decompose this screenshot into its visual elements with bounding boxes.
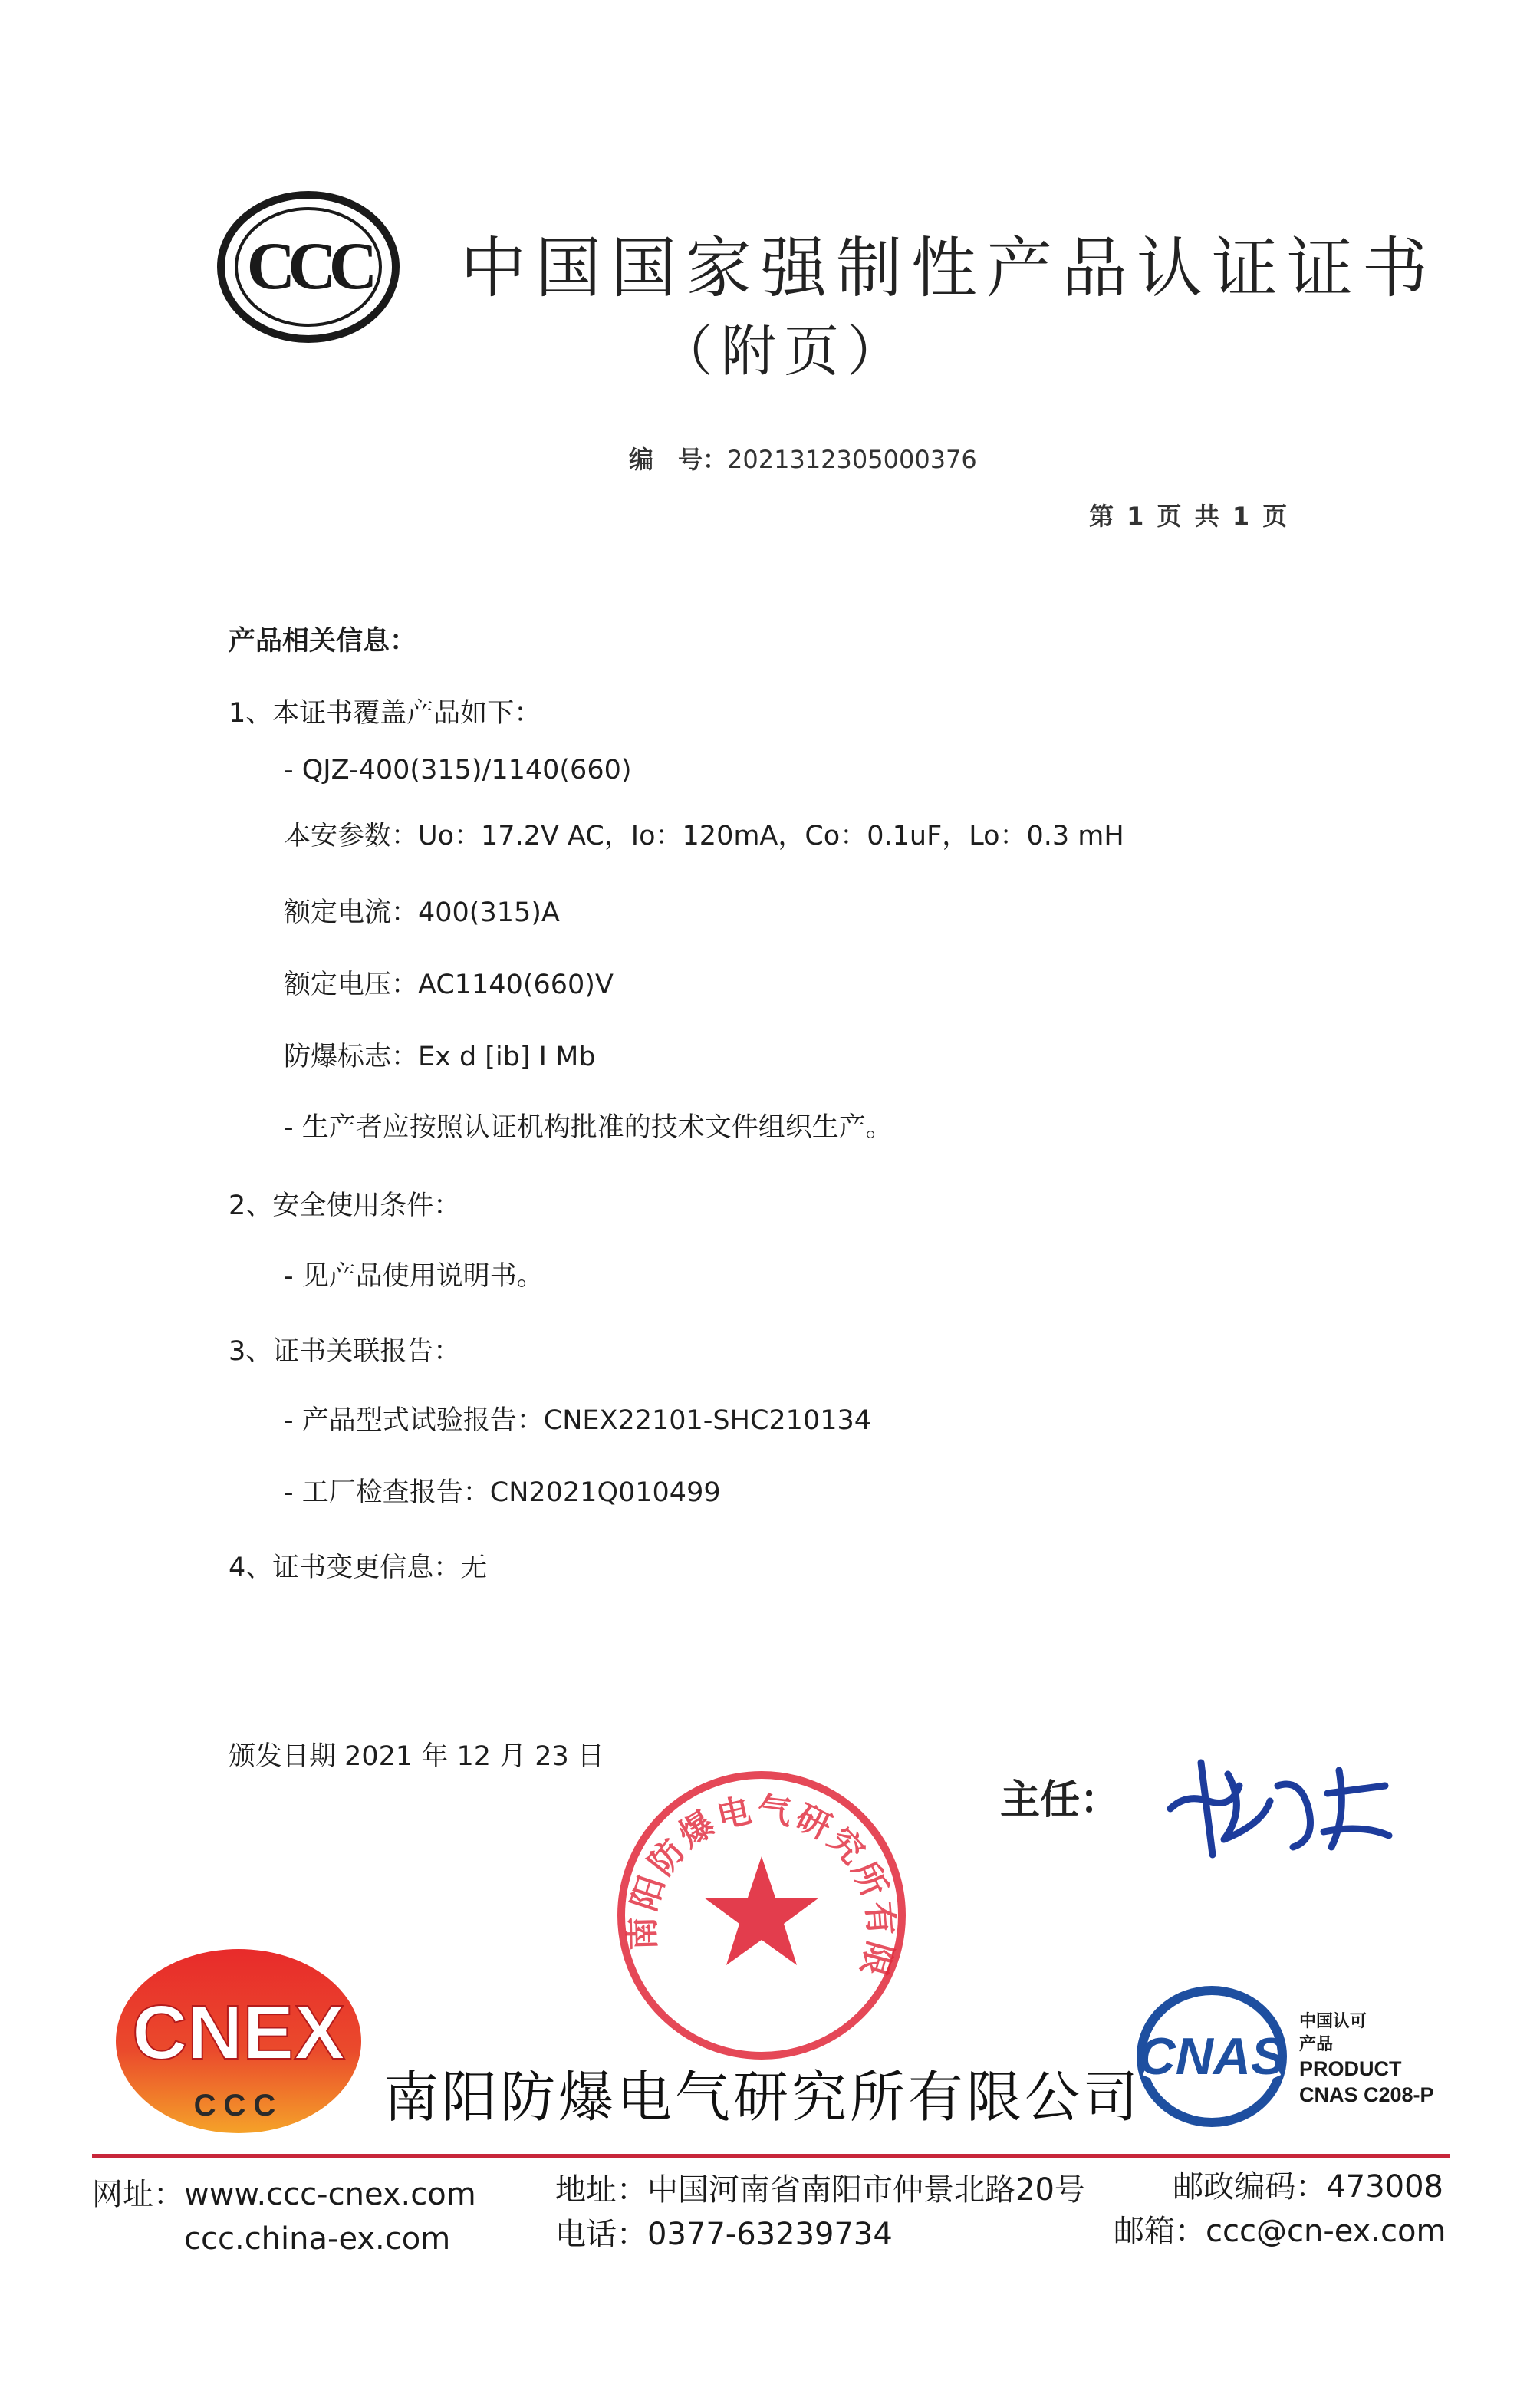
- ccc-logo-text: CCC: [246, 229, 370, 304]
- seal-text: 南阳防爆电气研究所有限: [623, 1790, 901, 1984]
- cnas-line1: 中国认可: [1299, 2011, 1367, 2030]
- email-label: 邮箱：: [1114, 2214, 1206, 2249]
- cnas-line2: 产品: [1299, 2034, 1334, 2053]
- postcode-label: 邮政编码：: [1173, 2169, 1327, 2205]
- cert-no-label: 编 号：: [629, 445, 728, 474]
- item4-heading: 4、证书变更信息：无: [229, 1553, 488, 1583]
- cert-no-value: 2021312305000376: [727, 445, 977, 474]
- cnex-sub-text: CCC: [193, 2089, 284, 2122]
- cnas-details: [1299, 2010, 1434, 2108]
- footer-contact: [1114, 2165, 1446, 2254]
- rated-current: 额定电流：400(315)A: [284, 897, 560, 928]
- certificate-number: [629, 440, 977, 476]
- cnas-logo: [1135, 1984, 1288, 2129]
- company-name: 南阳防爆电气研究所有限公司: [383, 2065, 1142, 2129]
- page-title: 中国国家强制性产品认证证书: [460, 230, 1437, 307]
- address-label: 地址：: [555, 2172, 647, 2208]
- item2-heading: 2、安全使用条件：: [229, 1190, 461, 1221]
- section-title: 产品相关信息：: [229, 626, 417, 657]
- factory-inspection-report: - 工厂检查报告：CN2021Q010499: [284, 1477, 721, 1508]
- product-model: - QJZ-400(315)/1140(660): [284, 755, 632, 785]
- address-value: 中国河南省南阳市仲景北路20号: [647, 2172, 1085, 2208]
- footer-divider: [92, 2154, 1450, 2158]
- production-note: - 生产者应按照认证机构批准的技术文件组织生产。: [284, 1112, 893, 1143]
- item2-note: - 见产品使用说明书。: [284, 1261, 544, 1292]
- phone-label: 电话：: [555, 2217, 647, 2252]
- website-1[interactable]: www.ccc-cnex.com: [184, 2177, 476, 2212]
- phone-value: 0377-63239734: [647, 2217, 893, 2252]
- footer-website: [92, 2172, 476, 2261]
- cnex-logo: [112, 1945, 365, 2137]
- postcode-value: 473008: [1326, 2169, 1443, 2205]
- director-signature: [1155, 1740, 1400, 1870]
- type-test-report: - 产品型式试验报告：CNEX22101-SHC210134: [284, 1405, 872, 1436]
- rated-voltage: 额定电压：AC1140(660)V: [284, 970, 614, 1000]
- page-info: 第 1 页 共 1 页: [1089, 502, 1290, 531]
- page-subtitle: （附页）: [658, 319, 910, 384]
- cnas-logo-text: CNAS: [1137, 2027, 1286, 2086]
- website-2[interactable]: ccc.china-ex.com: [184, 2221, 451, 2257]
- issue-date: 颁发日期 2021 年 12 月 23 日: [229, 1741, 604, 1772]
- cnex-logo-text: CNEX: [132, 1990, 345, 2076]
- ex-marking: 防爆标志：Ex d [ib] Ⅰ Mb: [284, 1042, 596, 1072]
- website-label: 网址：: [92, 2177, 184, 2212]
- ccc-logo: [216, 190, 400, 344]
- item3-heading: 3、证书关联报告：: [229, 1336, 461, 1367]
- safety-params: 本安参数：Uo：17.2V AC，Io：120mA，Co：0.1uF，Lo：0.3 mH: [284, 821, 1124, 851]
- cnas-line4: CNAS C208-P: [1299, 2083, 1434, 2106]
- director-label: 主任：: [1000, 1777, 1120, 1823]
- email-value[interactable]: ccc@cn-ex.com: [1206, 2214, 1446, 2249]
- star-icon: [704, 1856, 819, 1965]
- cnas-line3: PRODUCT: [1299, 2057, 1402, 2080]
- item1-heading: 1、本证书覆盖产品如下：: [229, 698, 541, 729]
- footer-address: [555, 2168, 1085, 2257]
- official-seal: [612, 1766, 911, 2065]
